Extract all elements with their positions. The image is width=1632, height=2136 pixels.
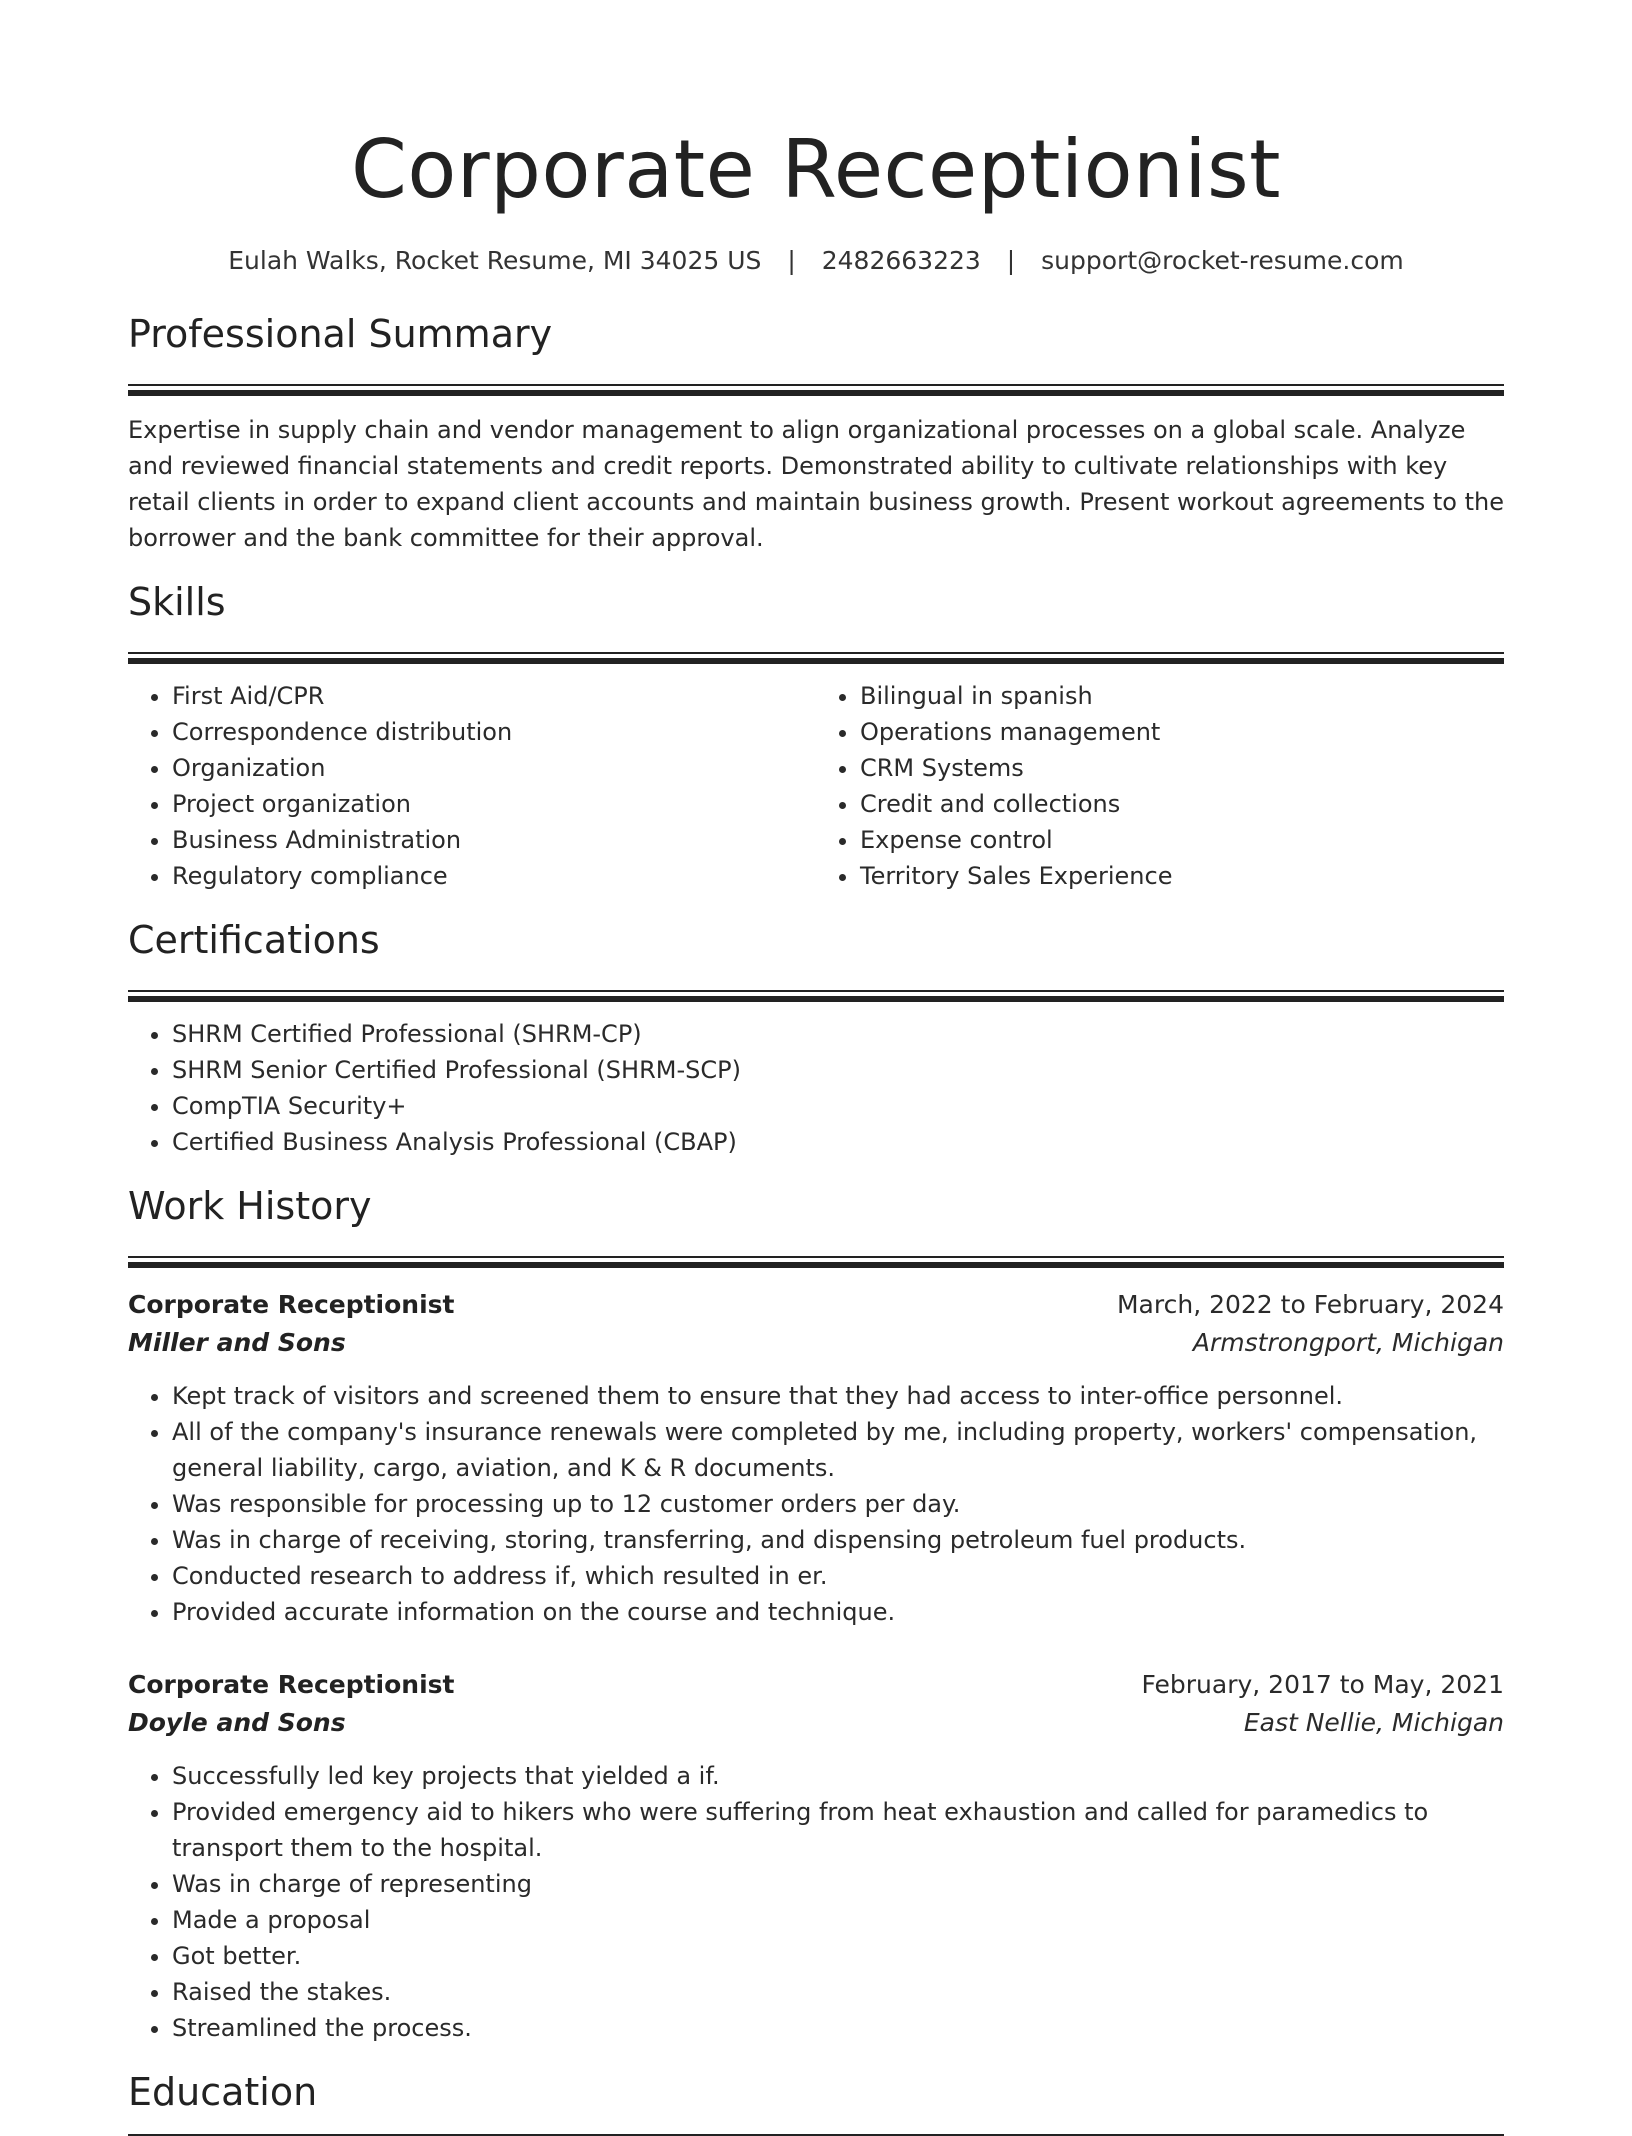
job-location: Armstrongport, Michigan (1192, 1328, 1504, 1357)
certification-item: • SHRM Certified Professional (SHRM-CP) (172, 1016, 1504, 1052)
job-bullets (128, 1378, 1504, 1630)
skill-item: • CRM Systems (860, 750, 1504, 786)
job-bullet: • Made a proposal (172, 1902, 1504, 1938)
contact-separator: | (787, 246, 796, 275)
skill-item: • Business Administration (172, 822, 816, 858)
resume-title: Corporate Receptionist (350, 123, 1282, 216)
job-bullet: • Provided accurate information on the course and technique. (172, 1594, 1504, 1630)
job-company: Miller and Sons (128, 1328, 346, 1357)
job-bullet: • All of the company's insurance renewals were completed by me, including property, workers' compensation, general liability, cargo, aviation, and K & R documents. (172, 1414, 1504, 1486)
education-section (128, 2066, 1504, 2136)
job-title: Corporate Receptionist (128, 1670, 455, 1699)
job-dates: February, 2017 to May, 2021 (1141, 1670, 1504, 1699)
skill-item: • Operations management (860, 714, 1504, 750)
job-entry (128, 1666, 1504, 2046)
contact-separator: | (1006, 246, 1016, 275)
contact-line (128, 244, 1504, 278)
job-bullet: • Raised the stakes. (172, 1974, 1504, 2010)
job-header-row (128, 1666, 1504, 1704)
skills-grid (128, 678, 1504, 894)
work-history-heading: Work History (128, 1184, 372, 1228)
skill-item: • First Aid/CPR (172, 678, 816, 714)
skill-item: • Regulatory compliance (172, 858, 816, 894)
skills-list-left (128, 678, 816, 894)
contact-address: Eulah Walks, Rocket Resume, MI 34025 US (228, 246, 762, 275)
job-bullet: • Kept track of visitors and screened them to ensure that they had access to inter-office personnel. (172, 1378, 1504, 1414)
certifications-list (128, 1016, 1504, 1160)
job-entry (128, 1286, 1504, 1630)
summary-section (128, 308, 1504, 556)
skills-section (128, 576, 1504, 894)
summary-text: Expertise in supply chain and vendor management to align organizational processes on a global scale. Analyze and reviewed financial statements and credit reports. Demonstrated ability to cultivate relationships with key retail clients in order to expand client accounts and maintain business growth. Present workout agreements to the borrower and the bank committee for their approval. (128, 416, 1504, 552)
work-history-section (128, 1180, 1504, 2046)
job-subheader-row (128, 1324, 1504, 1362)
job-bullet: • Was in charge of receiving, storing, transferring, and dispensing petroleum fuel products. (172, 1522, 1504, 1558)
job-bullet: • Successfully led key projects that yielded a if. (172, 1758, 1504, 1794)
contact-phone: 2482663223 (821, 246, 981, 275)
section-divider (128, 990, 1504, 1002)
certification-item: • Certified Business Analysis Professional (CBAP) (172, 1124, 1504, 1160)
skill-item: • Territory Sales Experience (860, 858, 1504, 894)
skill-item: • Bilingual in spanish (860, 678, 1504, 714)
skill-item: • Credit and collections (860, 786, 1504, 822)
skill-item: • Expense control (860, 822, 1504, 858)
job-bullet: • Streamlined the process. (172, 2010, 1504, 2046)
skills-heading: Skills (128, 580, 226, 624)
job-bullet: • Provided emergency aid to hikers who were suffering from heat exhaustion and called for paramedics to transport them to the hospital. (172, 1794, 1504, 1866)
section-divider (128, 652, 1504, 664)
education-heading: Education (128, 2070, 318, 2114)
skill-item: • Correspondence distribution (172, 714, 816, 750)
skills-list-right (816, 678, 1504, 894)
job-subheader-row (128, 1704, 1504, 1742)
skill-item: • Project organization (172, 786, 816, 822)
job-location: East Nellie, Michigan (1243, 1708, 1504, 1737)
certification-item: • SHRM Senior Certified Professional (SHRM-SCP) (172, 1052, 1504, 1088)
job-header-row (128, 1286, 1504, 1324)
job-bullet: • Got better. (172, 1938, 1504, 1974)
job-bullet: • Was in charge of representing (172, 1866, 1504, 1902)
certification-item: • CompTIA Security+ (172, 1088, 1504, 1124)
section-divider (128, 1256, 1504, 1268)
summary-heading: Professional Summary (128, 312, 553, 356)
contact-email: support@rocket-resume.com (1041, 246, 1404, 275)
certifications-heading: Certifications (128, 918, 380, 962)
section-divider (128, 384, 1504, 396)
job-dates: March, 2022 to February, 2024 (1116, 1290, 1504, 1319)
job-bullet: • Was responsible for processing up to 12 customer orders per day. (172, 1486, 1504, 1522)
job-bullet: • Conducted research to address if, which resulted in er. (172, 1558, 1504, 1594)
skill-item: • Organization (172, 750, 816, 786)
job-title: Corporate Receptionist (128, 1290, 455, 1319)
job-bullets (128, 1758, 1504, 2046)
job-company: Doyle and Sons (128, 1708, 346, 1737)
certifications-section (128, 914, 1504, 1160)
